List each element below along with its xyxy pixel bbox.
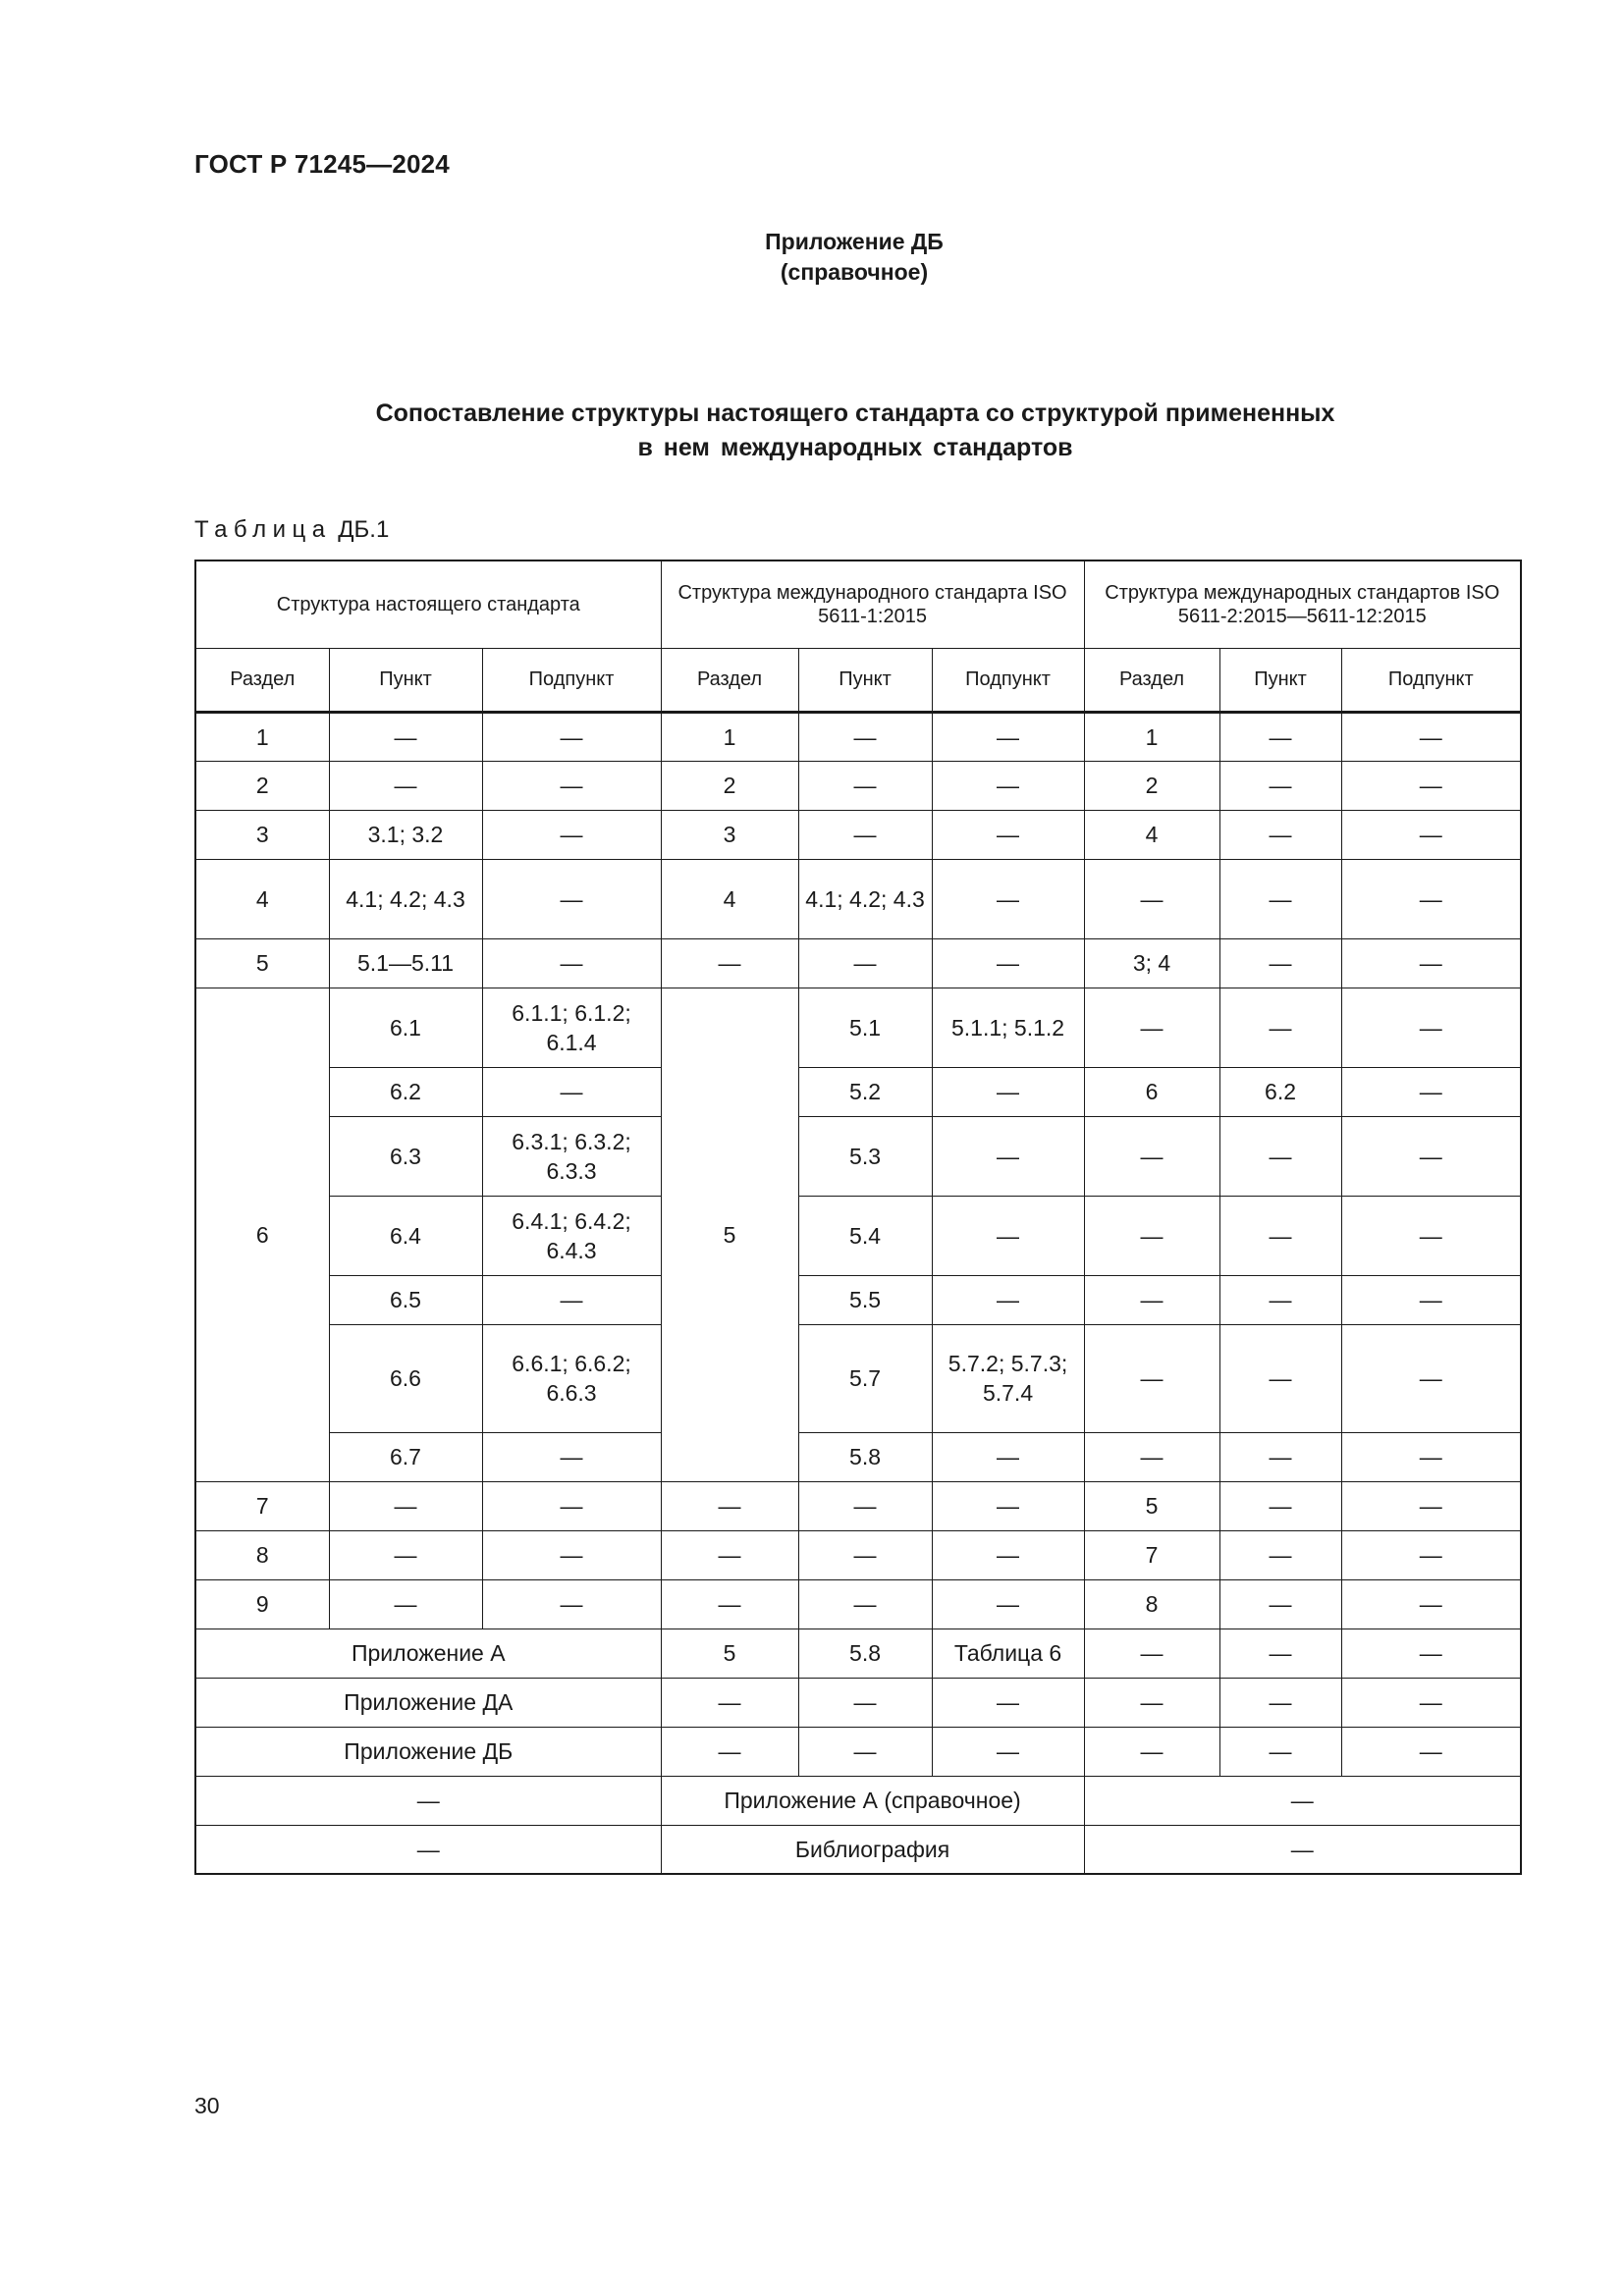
table-cell: —: [798, 1481, 932, 1530]
table-row: [195, 1116, 1521, 1196]
table-cell: 9: [195, 1579, 329, 1629]
table-row: [195, 1067, 1521, 1116]
table-cell: —: [1084, 1275, 1219, 1324]
table-cell: 5.2: [798, 1067, 932, 1116]
group-header-this-standard: Структура настоящего стандарта: [195, 561, 661, 648]
table-cell: —: [1219, 712, 1341, 761]
table-cell: 2: [1084, 761, 1219, 810]
table-cell-merged: 6: [195, 988, 329, 1481]
table-cell: —: [482, 712, 661, 761]
table-cell: —: [1084, 1196, 1219, 1275]
table-cell: —: [798, 810, 932, 859]
table-cell: —: [1084, 1324, 1219, 1432]
table-cell: —: [798, 1727, 932, 1776]
col-header: Подпункт: [1341, 648, 1521, 712]
table-cell: —: [329, 761, 482, 810]
col-header: Раздел: [1084, 648, 1219, 712]
section-title-line-2: в нем международных стандартов: [637, 434, 1073, 461]
table-row: [195, 712, 1521, 761]
table-caption: [194, 516, 389, 544]
table-cell: —: [932, 761, 1084, 810]
table-cell: 3: [661, 810, 798, 859]
table-cell: 4: [1084, 810, 1219, 859]
col-header: Подпункт: [482, 648, 661, 712]
table-cell-merged: Приложение ДБ: [195, 1727, 661, 1776]
table-cell: —: [1219, 859, 1341, 938]
table-row: [195, 1629, 1521, 1678]
table-cell: —: [932, 1678, 1084, 1727]
table-cell: —: [1341, 1481, 1521, 1530]
col-header: Подпункт: [932, 648, 1084, 712]
table-cell: 5.1.1; 5.1.2: [932, 988, 1084, 1067]
table-cell: 2: [195, 761, 329, 810]
section-title-line-1: Сопоставление структуры настоящего стандарта со структурой примененных: [375, 400, 1335, 427]
table-cell: 4.1; 4.2; 4.3: [798, 859, 932, 938]
table-row: [195, 1530, 1521, 1579]
table-cell: —: [482, 1481, 661, 1530]
table-cell: —: [1084, 1116, 1219, 1196]
table-cell-merged: 5: [661, 988, 798, 1481]
table-cell: 4: [195, 859, 329, 938]
table-column-header-row: [195, 648, 1521, 712]
appendix-title: Приложение ДБ: [765, 229, 944, 254]
table-cell: —: [1341, 712, 1521, 761]
table-cell: 6.5: [329, 1275, 482, 1324]
table-cell: 5.8: [798, 1629, 932, 1678]
table-row: [195, 761, 1521, 810]
table-cell: —: [1219, 1629, 1341, 1678]
col-header: Раздел: [195, 648, 329, 712]
table-cell: —: [1219, 1196, 1341, 1275]
table-cell: —: [482, 761, 661, 810]
table-cell: 6.3: [329, 1116, 482, 1196]
table-cell: —: [1084, 988, 1219, 1067]
table-cell: 6.4.1; 6.4.2; 6.4.3: [482, 1196, 661, 1275]
table-cell: —: [1341, 1432, 1521, 1481]
table-cell: —: [1341, 1324, 1521, 1432]
table-cell: —: [1341, 1629, 1521, 1678]
table-cell: 3: [195, 810, 329, 859]
table-cell: —: [1341, 1530, 1521, 1579]
table-cell: —: [1084, 1629, 1219, 1678]
table-cell: —: [932, 938, 1084, 988]
table-cell: —: [932, 1727, 1084, 1776]
table-cell: —: [1219, 810, 1341, 859]
table-cell: —: [1341, 1196, 1521, 1275]
table-cell: —: [1341, 1067, 1521, 1116]
table-cell: —: [482, 1275, 661, 1324]
table-cell: —: [329, 1530, 482, 1579]
table-cell: 3; 4: [1084, 938, 1219, 988]
table-cell: 4: [661, 859, 798, 938]
table-cell: —: [932, 1067, 1084, 1116]
col-header: Пункт: [798, 648, 932, 712]
table-cell: 6.7: [329, 1432, 482, 1481]
table-cell: —: [482, 938, 661, 988]
table-cell: 1: [661, 712, 798, 761]
col-header: Пункт: [329, 648, 482, 712]
table-cell: 3.1; 3.2: [329, 810, 482, 859]
table-cell: —: [661, 938, 798, 988]
table-cell-merged: Приложение А (справочное): [661, 1776, 1084, 1825]
table-cell: 6.3.1; 6.3.2; 6.3.3: [482, 1116, 661, 1196]
table-cell: —: [1219, 1324, 1341, 1432]
table-cell: —: [798, 1530, 932, 1579]
table-row: [195, 988, 1521, 1067]
table-cell: —: [1219, 1579, 1341, 1629]
table-cell: 8: [195, 1530, 329, 1579]
table-cell: 1: [195, 712, 329, 761]
table-cell-merged: Приложение ДА: [195, 1678, 661, 1727]
table-row: [195, 938, 1521, 988]
table-cell: —: [1219, 1432, 1341, 1481]
table-cell-merged: Библиография: [661, 1825, 1084, 1874]
appendix-kind: (справочное): [780, 259, 929, 285]
table-cell: 5.7.2; 5.7.3; 5.7.4: [932, 1324, 1084, 1432]
table-row: [195, 810, 1521, 859]
table-cell: 5.7: [798, 1324, 932, 1432]
col-header: Пункт: [1219, 648, 1341, 712]
table-row: [195, 1678, 1521, 1727]
table-row: [195, 1481, 1521, 1530]
table-cell: 4.1; 4.2; 4.3: [329, 859, 482, 938]
table-cell: —: [482, 1530, 661, 1579]
table-cell: 6.6.1; 6.6.2; 6.6.3: [482, 1324, 661, 1432]
table-row: [195, 1324, 1521, 1432]
table-cell: 6.1: [329, 988, 482, 1067]
table-cell: —: [1341, 988, 1521, 1067]
table-cell: —: [1084, 1727, 1219, 1776]
table-cell: 5.8: [798, 1432, 932, 1481]
table-cell: —: [1341, 1727, 1521, 1776]
table-cell: —: [1219, 761, 1341, 810]
table-cell: 5.1—5.11: [329, 938, 482, 988]
table-cell: —: [1341, 859, 1521, 938]
table-cell: —: [329, 1579, 482, 1629]
table-cell: —: [1084, 1678, 1219, 1727]
table-cell: —: [932, 1579, 1084, 1629]
table-cell-merged: —: [1084, 1776, 1521, 1825]
group-header-iso-5611-2-12: Структура международных стандартов ISO 5611-2:2015—5611-12:2015: [1084, 561, 1521, 648]
table-cell: 2: [661, 761, 798, 810]
table-cell: —: [1341, 761, 1521, 810]
table-cell: —: [661, 1530, 798, 1579]
table-row: [195, 1579, 1521, 1629]
table-cell: —: [1219, 938, 1341, 988]
table-cell: 6: [1084, 1067, 1219, 1116]
table-cell: —: [932, 1275, 1084, 1324]
table-cell: —: [798, 938, 932, 988]
table-cell: —: [482, 1579, 661, 1629]
table-cell: —: [1341, 1116, 1521, 1196]
table-row: [195, 1432, 1521, 1481]
table-cell: —: [932, 859, 1084, 938]
table-cell: 7: [1084, 1530, 1219, 1579]
table-cell: —: [1084, 1432, 1219, 1481]
table-cell: —: [329, 712, 482, 761]
table-cell: —: [329, 1481, 482, 1530]
table-cell: 6.4: [329, 1196, 482, 1275]
table-row: [195, 1275, 1521, 1324]
table-cell: —: [482, 1067, 661, 1116]
group-header-iso-5611-1: Структура международного стандарта ISO 5611-1:2015: [661, 561, 1084, 648]
table-cell: 5: [195, 938, 329, 988]
table-caption-word: Таблица: [194, 516, 332, 543]
table-cell: —: [1219, 1678, 1341, 1727]
table-row: [195, 859, 1521, 938]
comparison-table: [194, 560, 1522, 1875]
table-cell: Таблица 6: [932, 1629, 1084, 1678]
table-cell: —: [1341, 810, 1521, 859]
table-cell-merged: —: [195, 1776, 661, 1825]
table-cell: —: [798, 1678, 932, 1727]
table-cell: —: [1341, 938, 1521, 988]
table-cell: —: [798, 712, 932, 761]
table-cell: —: [482, 859, 661, 938]
table-cell: 5.5: [798, 1275, 932, 1324]
table-cell: 5.1: [798, 988, 932, 1067]
table-row: [195, 1196, 1521, 1275]
table-cell: —: [932, 1432, 1084, 1481]
col-header: Раздел: [661, 648, 798, 712]
table-group-header-row: [195, 561, 1521, 648]
table-cell: —: [1219, 1530, 1341, 1579]
document-code: ГОСТ Р 71245—2024: [194, 149, 450, 179]
table-cell: —: [798, 1579, 932, 1629]
table-cell: —: [661, 1481, 798, 1530]
table-cell: —: [932, 1196, 1084, 1275]
table-cell-merged: Приложение А: [195, 1629, 661, 1678]
table-row: [195, 1825, 1521, 1874]
table-cell: —: [482, 1432, 661, 1481]
table-cell: —: [1341, 1275, 1521, 1324]
table-cell: —: [1219, 988, 1341, 1067]
table-cell: 6.1.1; 6.1.2; 6.1.4: [482, 988, 661, 1067]
table-cell: —: [932, 1116, 1084, 1196]
table-cell-merged: —: [1084, 1825, 1521, 1874]
table-row: [195, 1776, 1521, 1825]
table-cell: —: [932, 1530, 1084, 1579]
table-cell: —: [661, 1727, 798, 1776]
table-cell: —: [1219, 1116, 1341, 1196]
table-caption-id: ДБ.1: [338, 516, 390, 543]
table-cell: —: [798, 761, 932, 810]
table-cell-merged: —: [195, 1825, 661, 1874]
table-cell: —: [482, 810, 661, 859]
table-cell: —: [1219, 1275, 1341, 1324]
table-cell: —: [661, 1579, 798, 1629]
table-cell: 5: [661, 1629, 798, 1678]
table-cell: —: [1341, 1579, 1521, 1629]
page-number: 30: [194, 2093, 220, 2118]
table-cell: 1: [1084, 712, 1219, 761]
table-cell: —: [932, 1481, 1084, 1530]
table-cell: 6.2: [1219, 1067, 1341, 1116]
table-cell: —: [1084, 859, 1219, 938]
table-cell: 6.2: [329, 1067, 482, 1116]
table-cell: —: [1219, 1727, 1341, 1776]
table-cell: —: [1219, 1481, 1341, 1530]
table-row: [195, 1727, 1521, 1776]
table-cell: —: [932, 810, 1084, 859]
table-cell: 5: [1084, 1481, 1219, 1530]
table-cell: —: [1341, 1678, 1521, 1727]
table-cell: 6.6: [329, 1324, 482, 1432]
table-cell: —: [932, 712, 1084, 761]
table-cell: 5.4: [798, 1196, 932, 1275]
table-cell: 8: [1084, 1579, 1219, 1629]
table-cell: 5.3: [798, 1116, 932, 1196]
table-cell: 7: [195, 1481, 329, 1530]
table-cell: —: [661, 1678, 798, 1727]
